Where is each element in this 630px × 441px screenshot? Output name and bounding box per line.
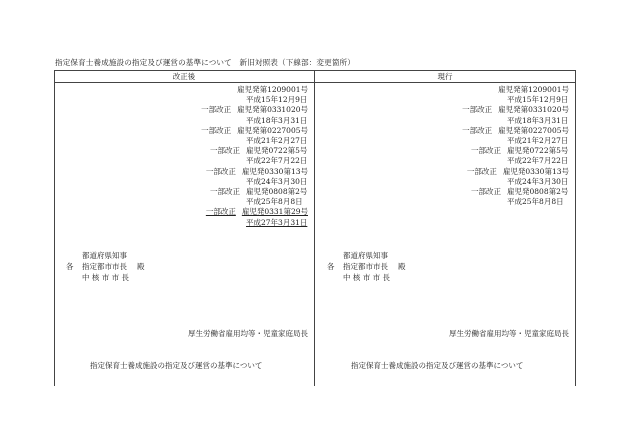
notice-row	[240, 197, 308, 207]
notice-value: 平成24年3月30日	[507, 176, 569, 186]
notice-value: 雇児発0722第5号	[246, 146, 308, 156]
notice-row	[492, 85, 569, 95]
notice-value: 平成21年2月27日	[507, 136, 569, 145]
addressee-prefecture: 都道府県知事	[82, 251, 127, 260]
notice-value: 平成15年12月9日	[507, 95, 569, 105]
addressee-core-city: 中 核 市 市 長	[82, 273, 130, 282]
notice-row	[471, 187, 569, 197]
document-title: 指定保育士養成施設の指定及び運営の基準について 新旧対照表（下線部：変更箇所）	[55, 58, 355, 67]
column-header-revised: 改正後	[172, 72, 196, 81]
notice-value: 雇児発0330第13号	[241, 166, 308, 176]
notice-value: 平成25年8月8日	[507, 197, 564, 207]
revised-subject: 指定保育士養成施設の指定及び運営の基準について	[90, 361, 263, 370]
notice-label: 一部改正	[205, 207, 236, 217]
notice-label: 一部改正	[210, 187, 240, 196]
addressee-dono: 殿	[137, 262, 145, 271]
notice-row	[501, 177, 569, 187]
notice-row	[240, 116, 308, 126]
notice-row	[501, 197, 569, 207]
notice-value: 平成15年12月9日	[246, 95, 308, 105]
notice-row	[240, 95, 308, 105]
notice-label: 一部改正	[471, 146, 501, 156]
notice-value: 雇児発第0331020号	[237, 105, 308, 115]
notice-row	[501, 116, 569, 126]
notice-row	[240, 156, 308, 166]
notice-value: 雇児発0330第13号	[502, 166, 569, 176]
notice-row	[462, 105, 569, 115]
notice-value: 雇児発第0331020号	[498, 105, 569, 115]
notice-row	[462, 126, 569, 136]
addressee-kaku: 各	[66, 262, 74, 271]
notice-row	[501, 95, 569, 105]
notice-label: 一部改正	[471, 187, 501, 196]
notice-row	[467, 167, 569, 177]
comparison-table	[54, 70, 576, 386]
notice-label: 一部改正	[201, 105, 232, 115]
notice-value: 雇児発0722第5号	[507, 146, 569, 156]
revised-sender: 厚生労働省雇用均等・児童家庭局長	[188, 329, 308, 338]
notice-value: 雇児発第1209001号	[237, 85, 308, 94]
notice-label: 一部改正	[201, 125, 232, 135]
notice-row	[240, 136, 308, 146]
notice-value: 平成21年2月27日	[246, 136, 308, 145]
notice-label: 一部改正	[462, 125, 493, 135]
notice-value: 平成22年7月22日	[507, 156, 569, 166]
notice-value: 雇児発0331第29号	[241, 207, 308, 217]
notice-value: 平成24年3月30日	[246, 176, 308, 186]
addressee-city: 指定都市市長	[343, 262, 388, 271]
notice-row	[210, 187, 308, 197]
current-column	[315, 83, 575, 386]
notice-value: 平成18年3月31日	[246, 115, 308, 125]
notice-row	[210, 146, 308, 156]
notice-row	[471, 146, 569, 156]
column-header-current: 現行	[437, 72, 453, 81]
notice-row	[240, 177, 308, 187]
notice-value: 平成27年3月31日	[246, 217, 308, 227]
notice-row	[201, 126, 308, 136]
notice-value: 平成22年7月22日	[246, 156, 308, 166]
notice-row	[501, 136, 569, 146]
notice-label: 一部改正	[462, 105, 493, 115]
notice-value: 雇児発第0227005号	[237, 125, 308, 135]
addressee-core-city: 中 核 市 市 長	[343, 273, 391, 282]
notice-row	[201, 105, 308, 115]
current-subject: 指定保育士養成施設の指定及び運営の基準について	[351, 361, 524, 370]
notice-row	[206, 167, 308, 177]
notice-row	[240, 218, 308, 228]
addressee-dono: 殿	[398, 262, 406, 271]
notice-row	[501, 156, 569, 166]
addressee-kaku: 各	[327, 262, 335, 271]
notice-value: 雇児発0808第2号	[246, 187, 308, 196]
notice-value: 雇児発第1209001号	[498, 85, 569, 94]
notice-row	[206, 207, 308, 217]
notice-row	[231, 85, 308, 95]
notice-label: 一部改正	[466, 166, 497, 176]
notice-label: 一部改正	[210, 146, 240, 156]
revised-column	[54, 83, 314, 386]
current-sender: 厚生労働省雇用均等・児童家庭局長	[449, 329, 569, 338]
notice-value: 平成18年3月31日	[507, 115, 569, 125]
notice-value: 雇児発第0227005号	[498, 125, 569, 135]
notice-value: 雇児発0808第2号	[507, 187, 569, 196]
notice-value: 平成25年8月8日	[246, 197, 303, 207]
table-border-right	[575, 71, 576, 386]
addressee-city: 指定都市市長	[82, 262, 127, 271]
addressee-prefecture: 都道府県知事	[343, 251, 388, 260]
notice-label: 一部改正	[205, 166, 236, 176]
